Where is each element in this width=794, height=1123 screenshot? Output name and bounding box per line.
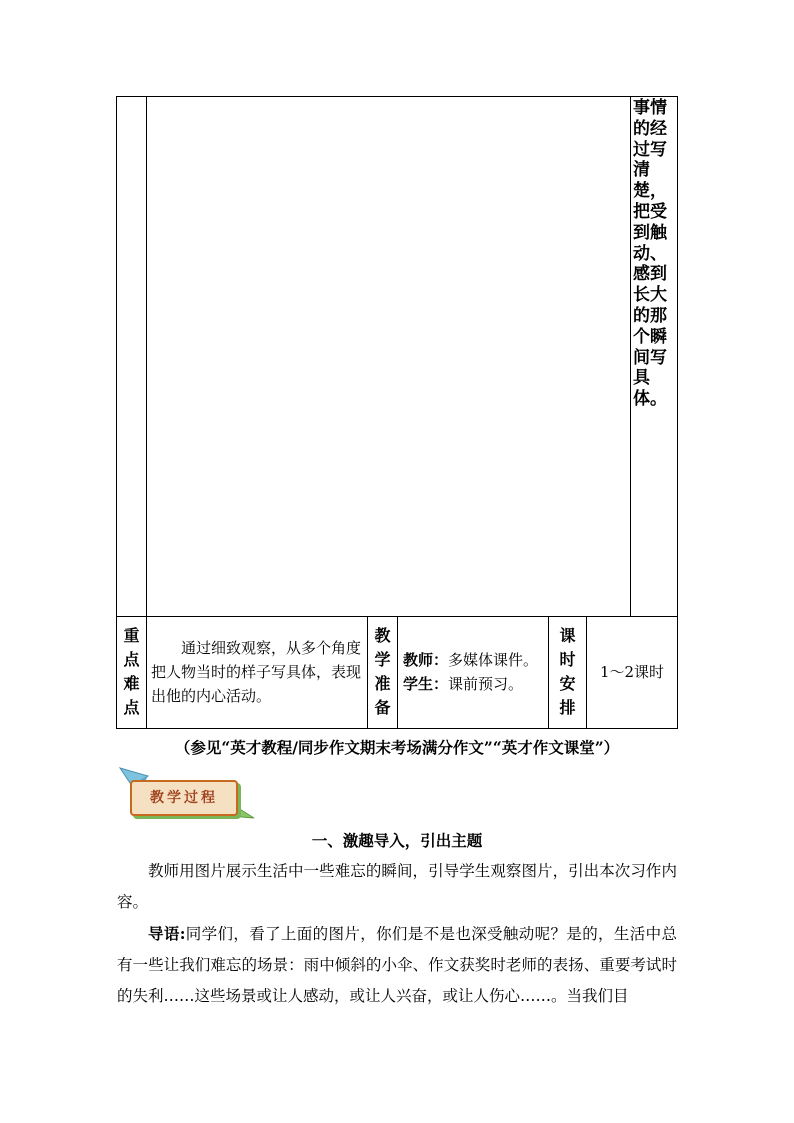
prep-teacher-line (403, 648, 548, 672)
paragraph-guide (117, 918, 677, 1012)
table-border-right (677, 96, 678, 729)
prep-student-text: 课前预习。 (448, 675, 524, 693)
schedule-value: 1～2课时 (599, 663, 665, 681)
focus-text: 通过细致观察，从多个角度把人物当时的样子写具体，表现出他的内心活动。 (151, 639, 362, 705)
prep-teacher-text: 多媒体课件。 (448, 651, 539, 669)
guide-text: 同学们，看了上面的图片，你们是不是也深受触动呢？是的，生活中总有一些让我们难忘的场景：雨中倾斜的小伞、作文获奖时老师的表扬、重要考试时的失利……这些场景或让人感动，或让人兴奋，或让人伤心……。当我们目 (117, 925, 677, 1005)
table-col-divider (397, 616, 398, 729)
prep-student-line (403, 672, 548, 696)
table-col-divider (630, 96, 631, 617)
objective-vertical-text: 事情的经过写清楚，把受到触动、感到长大的那个瞬间写具体。 (633, 98, 667, 410)
guide-lead: 导语: (148, 924, 186, 943)
focus-label: 重 点 难 点 (123, 626, 140, 717)
prep-teacher-label: 教师： (403, 651, 449, 669)
prep-label: 教 学 准 备 (374, 626, 391, 717)
prep-student-label: 学生： (403, 675, 449, 693)
reference-note: （参见“英才教程/同步作文期末考场满分作文”“英才作文课堂”） (174, 738, 620, 757)
section-heading: 一、激趣导入，引出主题 (311, 831, 483, 850)
schedule-label: 课 时 安 排 (559, 626, 576, 717)
paragraph-intro: 教师用图片展示生活中一些难忘的瞬间，引导学生观察图片，引出本次习作内容。 (117, 862, 677, 911)
table-col-divider (146, 96, 147, 729)
table-border-top (116, 96, 678, 97)
section-badge: 教学过程 (130, 780, 238, 816)
prep-content (403, 648, 548, 696)
